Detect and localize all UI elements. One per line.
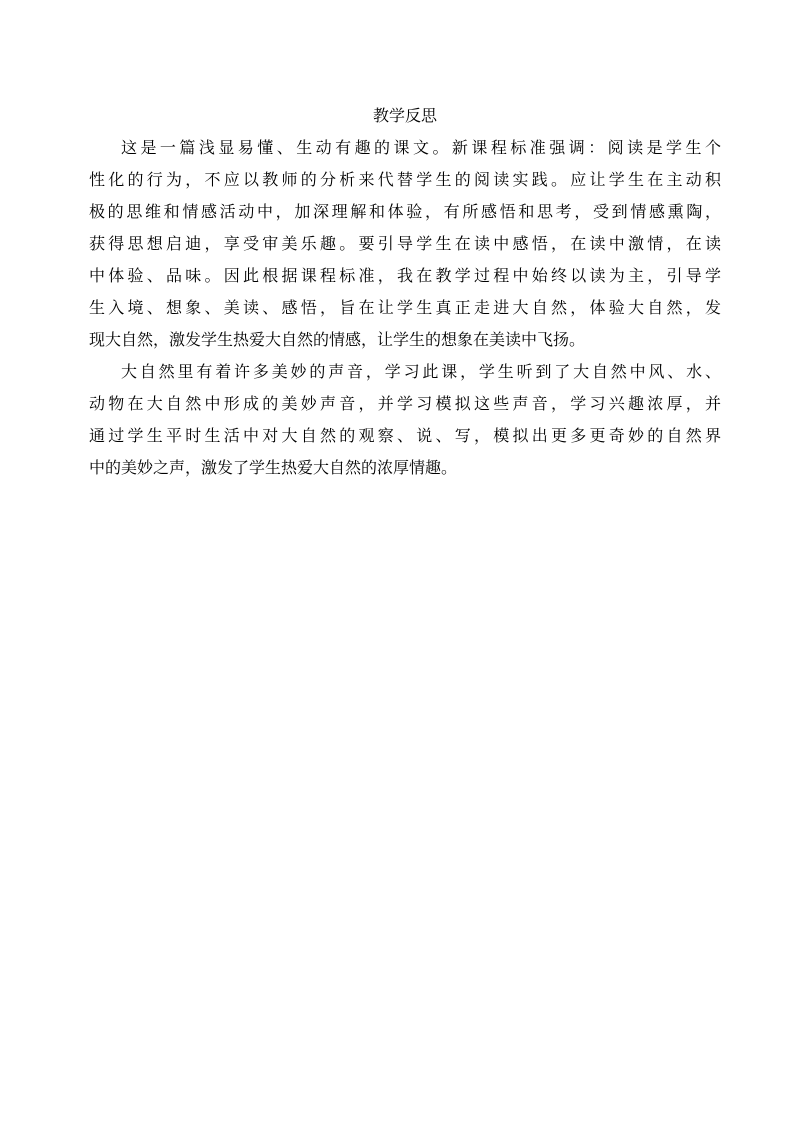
page-title: 教学反思 — [372, 106, 437, 125]
paragraph-line: 性化的行为，不应以教师的分析来代替学生的阅读实践。应让学生在主动积 — [89, 170, 721, 189]
document-content — [89, 100, 721, 484]
paragraph-line: 现大自然，激发学生热爱大自然的情感，让学生的想象在美读中飞扬。 — [89, 330, 586, 349]
paragraph-1 — [89, 132, 721, 356]
paragraph-line: 生入境、想象、美读、感悟，旨在让学生真正走进大自然，体验大自然，发 — [89, 298, 721, 317]
paragraph-2 — [89, 356, 721, 484]
paragraph-line: 动物在大自然中形成的美妙声音，并学习模拟这些声音，学习兴趣浓厚，并 — [89, 394, 721, 413]
paragraph-line: 大自然里有着许多美妙的声音，学习此课，学生听到了大自然中风、水、 — [121, 362, 721, 381]
paragraph-line: 中的美妙之声，激发了学生热爱大自然的浓厚情趣。 — [89, 458, 458, 477]
paragraph-line: 通过学生平时生活中对大自然的观察、说、写，模拟出更多更奇妙的自然界 — [89, 426, 721, 445]
paragraph-line: 获得思想启迪，享受审美乐趣。要引导学生在读中感悟，在读中激情，在读 — [89, 234, 721, 253]
paragraph-line: 这是一篇浅显易懂、生动有趣的课文。新课程标准强调：阅读是学生个 — [121, 138, 721, 157]
paragraph-line: 极的思维和情感活动中，加深理解和体验，有所感悟和思考，受到情感熏陶， — [89, 202, 721, 221]
paragraph-line: 中体验、品味。因此根据课程标准，我在教学过程中始终以读为主，引导学 — [89, 266, 721, 285]
